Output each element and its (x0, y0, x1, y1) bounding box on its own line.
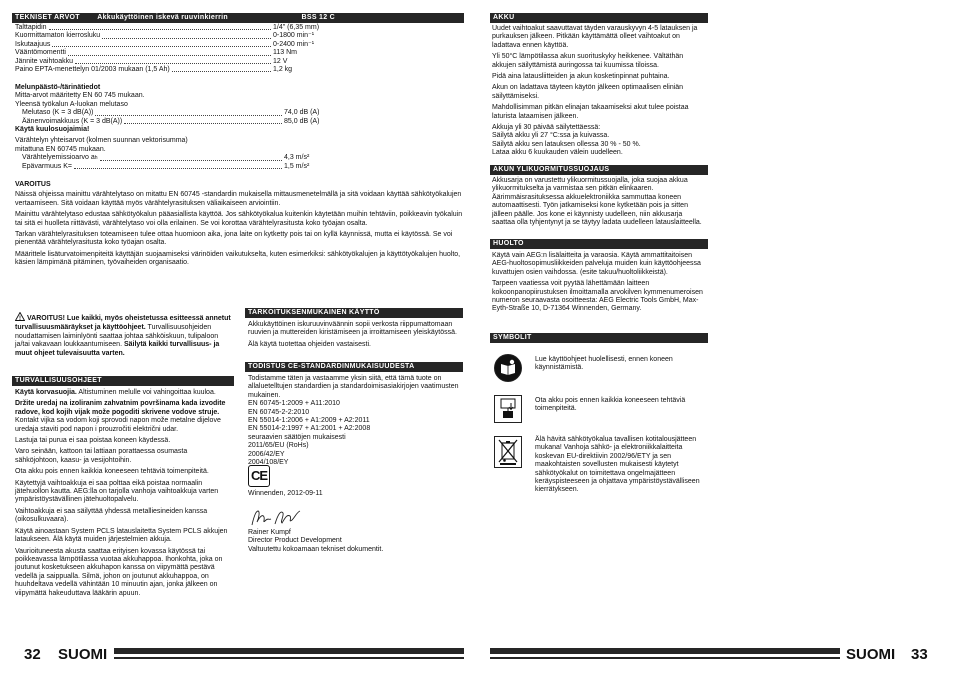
vib-row-subscript: h (94, 155, 98, 162)
tech-data-title: TEKNISET ARVOT (15, 14, 80, 21)
noise-row (22, 109, 327, 117)
safety-paragraph (15, 528, 231, 545)
safety-paragraph (15, 437, 231, 445)
spec-row-value: 0-1800 min⁻¹ (273, 32, 315, 40)
safety-intro-bold: VAROITUS! Lue kaikki, myös oheistetussa esitteessä annetut turvallisuusmääräykset ja käyttöohjeet. (15, 315, 231, 332)
spec-row-leader (172, 66, 271, 72)
spec-row (15, 58, 327, 66)
purpose-paragraph: Akkukäyttöinen iskuruuvinväännin sopii verkosta riippumattomaan ruuvien ja muttereiden kiristämiseen ja irroittamiseen yleiskäytössä. (248, 321, 457, 337)
overload-paragraph: Akkusarja on varustettu ylikuormitussuojalla, joka suojaa akkua ylikuormitukselta ja varmistaa sen pitkän elinkaaren. Äärimmäisrasituksessa akkuelektroniikka sammuttaa koneen automaattisesti. Työn jatkamiseksi kone kytketään pois ja sitten jälleen päälle. Jos kone ei käynnisty uudelleen, niin akkusarja saattaa olla tyhjentynyt ja se täytyy ladata uudelleen latauslaitteella. (492, 177, 702, 227)
warning-section (15, 181, 463, 271)
footer-rule-right (490, 657, 840, 659)
warning-paragraph: Tarkan värähtelyrasituksen toteamiseen tulee ottaa huomioon aika, jona laite on kytketty pois tai on kyllä käynnissä, mutta ei käytössä. Se voi pienentää värähtelyrasitusta koko työajan osalta. (15, 231, 453, 247)
symbol-text-1: Lue käyttöohjeet huolellisesti, ennen koneen käynnistämistä. (535, 356, 673, 372)
page-number-right: 33 (911, 646, 928, 663)
safety-paragraph (15, 480, 231, 505)
noise-row-leader (124, 118, 282, 124)
purpose-section (248, 321, 462, 352)
vib-row (22, 154, 327, 162)
ce-standard-line: seuraavien säätöjen mukaisesti (248, 433, 346, 441)
spec-row-leader (52, 41, 271, 47)
spec-row (15, 66, 327, 74)
vib-row-value: 1,5 m/s² (284, 162, 310, 170)
akku-paragraph: Mahdollisimman pitkän elinajan takaamiseksi akut tulee poistaa laturista lataamisen jälkeen. (492, 104, 689, 120)
service-section (492, 252, 706, 317)
spec-row-leader (75, 58, 271, 64)
noise-line-2: Yleensä työkalun A-luokan melutaso (15, 100, 128, 108)
signature (250, 508, 310, 531)
tool-name: Akkukäyttöinen iskevä ruuvinkierrin (97, 14, 228, 21)
ce-standard-line: EN 60745-2-2:2010 (248, 408, 310, 416)
akku-paragraph: Uudet vaihtoakut saavuttavat täyden varauskyvyn 4-5 latauksen ja purkauksen jälkeen. Pitkään käyttämättä olleet vaihtoakut on ladattava ennen käyttöä. (492, 25, 698, 49)
noise-row-leader (95, 109, 282, 115)
safety-column (15, 312, 231, 361)
warning-paragraph: Näissä ohjeissa mainittu värähtelytaso on mitattu EN 60745 -standardin mukaisella mittausmenetelmällä ja sitä voidaan käyttää sähkötyökalujen vertaamiseen. Sitä voidaan käyttää myös värähtelyrasituksen väliaikaiseen arviointiin. (15, 191, 462, 207)
safety-paragraph-text: Käytä ainoastaan System PCLS latauslaitetta System PCLS akkujen lataukseen. Älä käytä muiden järjestelmien akkuja. (15, 527, 228, 544)
spec-row-leader (68, 49, 271, 55)
ce-section (248, 375, 462, 467)
spec-row-label: Paino EPTA-menettelyn 01/2003 mukaan (1,5 Ah) (15, 65, 170, 73)
service-header: HUOLTO (490, 239, 708, 249)
service-paragraph: Tarpeen vaatiessa voit pyytää lähettämään laitteen kokoonpanopiirustuksen ilmoittamalla arvokilven kymmenumeroisen numeron seuraavasta osoitteesta: AEG Electric Tools GmbH, Max-Eyth-Straße 10, D-71364 Winnenden, Germany. (492, 280, 703, 313)
vib-row (22, 163, 327, 171)
tech-data-header (12, 13, 464, 23)
place-date: Winnenden, 2012-09-11 (248, 490, 323, 497)
spec-row-value: 113 Nm (273, 49, 297, 57)
safety-paragraph-text: Käytettyjä vaihtoakkuja ei saa polttaa eikä poistaa normaalin jätehuollon kautta. AEG:lla on tarjolla vanhoja vaihtoakkuja varten ympäristöystävällinen jätehuoltopalvelu. (15, 479, 219, 504)
overload-header: AKUN YLIKUORMITUSSUOJAUS (490, 165, 708, 175)
vib-row-leader (100, 154, 282, 160)
safety-paragraph (15, 400, 231, 434)
safety-paragraph (15, 448, 231, 465)
ce-standard-line: 2011/65/EU (RoHs) (248, 442, 309, 450)
safety-paragraph (15, 468, 231, 476)
spec-row-label: Jännite vaihtoakku (15, 57, 73, 65)
model-name: BSS 12 C (301, 14, 336, 21)
noise-row-label: Äänenvoimakkuus (K = 3 dB(A)) (22, 117, 123, 125)
ce-standard-line: 2006/42/EY (248, 450, 285, 458)
spec-row-value: 0-2400 min⁻¹ (273, 40, 315, 48)
footer-bar-right (490, 648, 840, 654)
safety-paragraph-text: Vaihtoakkuja ei saa säilyttää yhdessä metalliesineiden kanssa (oikosulkuvaara). (15, 507, 208, 524)
spec-row-label: Kuormittamaton kierrosluku (15, 32, 101, 40)
crossed-bin-icon (494, 436, 522, 468)
noise-section (15, 84, 327, 171)
symbols-header: SYMBOLIT (490, 333, 708, 343)
ce-header: TODISTUS CE-STANDARDINMUKAISUUDESTA (245, 362, 463, 372)
warning-triangle-icon (15, 312, 25, 324)
warning-paragraph: Mainittu värähtelytaso edustaa sähkötyökalun pääasiallista käyttöä. Jos sähkötyökalua kuitenkin käytetään muihin tehtäviin, poikkeavin työkaluin tai sitä ei huolleta riittävästi, värähtelytaso voi olla erilainen. Se voi korottaa värähtelyrasitusta koko työajan osalta. (15, 211, 463, 227)
signer-note: Valtuutettu kokoamaan tekniset dokumentit. (248, 545, 384, 553)
noise-row-value: 74,0 dB (A) (284, 109, 320, 117)
vib-row-value: 4,3 m/s² (284, 154, 310, 162)
overload-section (492, 177, 706, 230)
safety-paragraph-text: Lastuja tai purua ei saa poistaa koneen käydessä. (15, 437, 171, 445)
purpose-paragraph: Älä käytä tuotettaa ohjeiden vastaisesti. (248, 340, 371, 348)
ce-standard-line: 2004/108/EY (248, 459, 289, 467)
svg-text:!: ! (19, 315, 21, 321)
spec-row-value: 1,2 kg (273, 65, 293, 73)
safety-intro-text: Turvallisuusohjeiden noudattamisen laiminlyönti saattaa johtaa sähköiskuun, tulipaloon ja/tai vakavaan loukkaantumiseen. (15, 324, 219, 349)
ce-mark: CE (248, 465, 270, 487)
noise-row (22, 118, 327, 126)
signer-title: Director Product Development (248, 537, 342, 545)
ce-standard-line: EN 55014-1:2006 + A1:2009 + A2:2011 (248, 417, 370, 425)
page-number-left: 32 (24, 646, 41, 663)
safety-paragraph-text: Kontakt vijka sa vodom koji sprovodi napon može metalne dijelove uredaja staviti pod napon i prouzročiti električni udar. (15, 417, 221, 433)
safety-paragraph-text: Vaurioituneesta akusta saattaa erityisen kovassa käytössä tai poikkeavassa lämpötilassa vuotaa akkuhappoa. Ihonkohta, joka on joutunut kosketukseen akkuhapon kanssa on viipymättä pestävä vedellä ja saippualla. Silmä, johon on joutunut akkuhappoa, on huuhdeltava vedellä vähintään 10 minuutin ajan, jonka jälkeen on viipymättä hakeuduttava lääkärin apuun. (15, 547, 223, 597)
safety-paragraph-text: Ota akku pois ennen kaikkia koneeseen tehtäviä toimenpiteitä. (15, 468, 209, 476)
akku-header: AKKU (490, 13, 708, 23)
safety-paragraphs (15, 389, 231, 601)
spec-row-value: 1/4" (6,35 mm) (273, 24, 320, 31)
akku-paragraph: Yli 50°C lämpötilassa akun suorituskyky heikkenee. Vältäthän akkujen säilyttämistä auringossa tai kuumissa tiloissa. (492, 53, 684, 69)
language-left: SUOMI (58, 646, 108, 663)
spec-row-leader (49, 24, 271, 30)
ce-paragraph: Todistamme täten ja vastaamme yksin siitä, että tämä tuote on allaluetelltujen standardien ja standardoimisasiakirjojen vaatimusten mukainen. (248, 375, 459, 399)
akku-paragraph: Pidä aina latausliitteiden ja akun kosketinpinnat puhtaina. (492, 73, 670, 81)
read-manual-icon (494, 354, 522, 382)
spec-row-leader (102, 32, 271, 38)
safety-paragraph (15, 548, 231, 598)
spec-row-label: Iskutaajuus (15, 40, 51, 48)
spec-row (15, 41, 327, 49)
safety-intro-keep: Säilytä kaikki turvallisuus- ja muut ohjeet tulevaisuutta varten. (15, 341, 220, 357)
spec-row (15, 32, 327, 40)
ear-protection-note: Käytä kuulosuojaimia! (15, 126, 90, 133)
ce-standard-line: EN 60745-1:2009 + A11:2010 (248, 400, 340, 408)
safety-paragraph (15, 389, 231, 397)
symbol-text-3: Älä hävitä sähkötyökalua tavallisen kotitalousjätteen mukana! Vanhoja sähkö- ja elektroniikkalaitteita koskevan EU-direktiivin 2002/96/ETY ja sen maakohtaisten sovellusten mukaisesti käytetyt sähkötyökalut on toimitettava ongelmajätteen keräyspisteeseen ja ohjattava ympäristöystävälliseen kierrätykseen. (535, 436, 700, 494)
spec-row-label: Talttapidin (15, 24, 47, 31)
signer-block (248, 529, 462, 554)
spec-row-label: Vääntömomentti (15, 49, 66, 57)
noise-row-label: Melutaso (K = 3 dB(A)) (22, 109, 94, 117)
noise-title: Melunpäästö-/tärinätiedot (15, 84, 101, 91)
vib-line-1: Värähtelyn yhteisarvot (kolmen suunnan vektorisumma) (15, 137, 188, 145)
vib-row-label: Värähtelyemissioarvo a (22, 154, 95, 162)
language-right: SUOMI (846, 646, 896, 663)
vib-row-leader (74, 163, 282, 169)
symbol-text-2: Ota akku pois ennen kaikkia koneeseen tehtäviä toimenpiteitä. (535, 397, 686, 413)
safety-paragraph (15, 508, 231, 525)
safety-paragraph-bold: Držite uredaj na izoliranim zahvatnim površinama kada izvodite radove, kod kojih vijak može pogoditi skrivene vodove struje. (15, 400, 226, 416)
akku-paragraph: Akun on ladattava täyteen käytön jälkeen optimaalisen eliniän säilyttämiseksi. (492, 84, 684, 100)
akku-section (492, 25, 706, 161)
noise-row-value: 85,0 dB (A) (284, 117, 320, 125)
ce-standard-line: EN 55014-2:1997 + A1:2001 + A2:2008 (248, 425, 371, 433)
spec-row (15, 24, 327, 32)
safety-paragraph-bold: Käytä korvasuojia. (15, 389, 77, 396)
warning-title: VAROITUS (15, 181, 51, 188)
purpose-header: TARKOITUKSENMUKAINEN KÄYTTÖ (245, 308, 463, 318)
spec-row (15, 49, 327, 57)
service-paragraph: Käytä vain AEG:n lisälaitteita ja varaosia. Käytä ammattitaitoisen AEG-huoltosopimusliikkeiden palveluja muiden kuin käyttöohjeessa kuvattujen osien vaihdossa. (esite takuu/huoltoliikkeistä). (492, 252, 701, 276)
vib-line-2: mitattuna EN 60745 mukaan. (15, 145, 106, 153)
footer-bar-left (114, 648, 464, 654)
safety-paragraph-text: Altistuminen melulle voi vahingoittaa kuuloa. (76, 389, 216, 396)
signer-name: Rainer Kumpf (248, 529, 291, 536)
remove-battery-icon (494, 395, 522, 423)
safety-header: TURVALLISUUSOHJEET (12, 376, 234, 386)
spec-row-value: 12 V (273, 57, 288, 65)
noise-line-1: Mitta-arvot määritetty EN 60 745 mukaan. (15, 92, 145, 100)
akku-paragraph: Akkuja yli 30 päivää säilytettäessä: Säilytä akku yli 27 °C:ssa ja kuivassa. Säilytä akku sen latauksen ollessa 30 % - 50 %. Lataa akku 6 kuukauden välein uudelleen. (492, 124, 641, 157)
safety-paragraph-text: Varo seinään, kattoon tai lattiaan porattaessa osumasta sähköjohtoon, kaasu- ja vesijohtoihin. (15, 448, 188, 464)
footer-rule-left (114, 657, 464, 659)
spec-table (15, 24, 327, 74)
vib-row-label: Epävarmuus K= (22, 162, 72, 170)
warning-paragraph: Määrittele lisäturvatoimenpiteitä käyttäjän suojaamiseksi värinöiden vaikutukselta, kuten esimerkiksi: sähkötyökalujen ja käyttötyökalujen huolto, käsien lämpimänä pitäminen, työvaiheiden organisaatio. (15, 250, 461, 267)
